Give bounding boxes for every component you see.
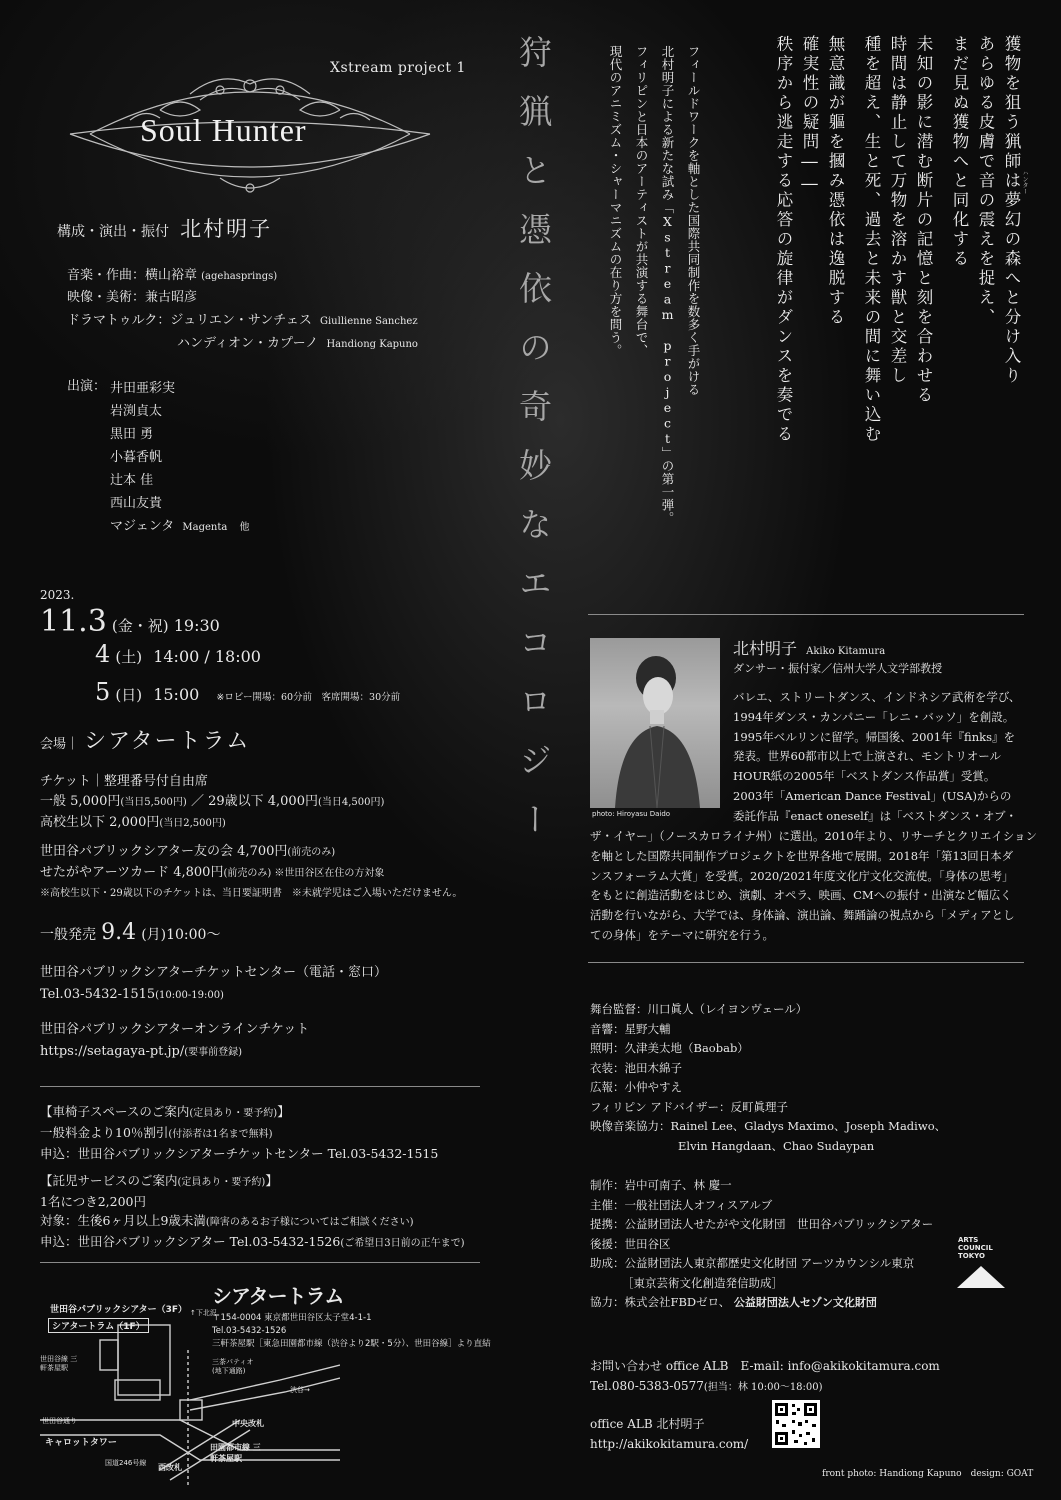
date-year: 2023. [40, 588, 75, 602]
arts-council-text: COUNCIL [958, 1244, 993, 1252]
map-logo: シアタートラム [212, 1284, 344, 1308]
contact-tel-row [590, 1376, 940, 1398]
wheelchair-discount-sub: (付添者は1名まで無料) [168, 1129, 273, 1140]
date-3: 5 [95, 678, 111, 706]
wheelchair-discount: 一般料金より10％割引 [40, 1125, 169, 1140]
date-1-day: (金・祝) [111, 617, 169, 635]
ticket-artscard-sub: (前売のみ) ※世田谷区在住の方対象 [223, 868, 385, 879]
childcare-apply-sub: (ご希望日3日前の正午まで) [340, 1238, 465, 1249]
poem [724, 35, 1024, 555]
dramaturg1-en: Giullienne Sanchez [320, 316, 418, 327]
wheelchair-title-text: 【車椅子スペースのご案内 [40, 1104, 190, 1119]
contact [590, 1356, 940, 1454]
bio-line: ての身体」をテーマに研究を行う。 [590, 927, 774, 942]
date-3-time: 15:00 [153, 685, 200, 704]
ticket-line-general [40, 792, 462, 813]
map-label-setagaya-dori: 世田谷通り [42, 1417, 77, 1425]
divider [588, 614, 1024, 615]
production-line: ［東京芸術文化創造発信助成］ [622, 1275, 783, 1290]
arts-council-logo [958, 1236, 993, 1260]
ticket-line-members [40, 842, 462, 863]
sale-time: (月)10:00〜 [141, 927, 221, 943]
wheelchair-line-2: 申込：世田谷パブリックシアターチケットセンター Tel.03-5432-1515 [40, 1146, 439, 1161]
staff-line: 映像音楽協力：Rainel Lee、Gladys Maximo、Joseph Madiwo、 [590, 1119, 947, 1133]
ticket-line-student [40, 813, 462, 834]
poem-line: 未知の影に潜む断片の記憶と刻を合わせる [914, 35, 933, 406]
contact-email[interactable]: お問い合わせ office ALB E-mail: info@akikokitamura.com [590, 1359, 940, 1373]
contact-tel-hours: (担当：林 10:00〜18:00) [703, 1382, 823, 1393]
bio-line: を軸とした国際共同制作プロジェクトを世界各地で展開。2018年「第13回日本ダ [590, 848, 1014, 863]
poem-line: 無意識が軀を摑み憑依は逸脱する [826, 35, 845, 328]
director-role: 構成・演出・振付 [57, 224, 169, 240]
map-access: 三軒茶屋駅［東急田園都市線（渋谷より2駅・5分）、世田谷線］より直結 [212, 1339, 491, 1349]
bio-line: ンスフォーラム大賞」を受賞。2020/2021年度文化庁文化交流使。「身体の思考」 [590, 868, 1014, 883]
dramaturg2-en: Handiong Kapuno [326, 339, 418, 350]
portrait-image [590, 638, 720, 808]
vertical-title: 狩猟と憑依の奇妙なエコロジー [514, 35, 553, 861]
header-project: Xstream project 1 [330, 60, 466, 76]
staff-line: Elvin Hangdaan、Chao Sudaypan [678, 1138, 875, 1153]
venue [40, 724, 250, 755]
production-line: 制作：岩中可南子、林 慶一 [590, 1178, 732, 1192]
map-label-carrot: キャロットタワー [45, 1438, 117, 1448]
production-line: 主催：一般社団法人オフィスアルブ [590, 1197, 773, 1212]
profile-name-en: Akiko Kitamura [806, 646, 886, 657]
staff-line: フィリピン アドバイザー：反町眞理子 [590, 1099, 789, 1114]
ticket-u29-sub: (当日4,500円) [317, 797, 385, 808]
ticket-header: チケット｜整理番号付自由席 [40, 774, 208, 789]
ticket-general: 一般 5,000円 [40, 794, 121, 809]
ticket-tel[interactable]: Tel.03-5432-1515 [40, 987, 156, 1002]
bio-line: バレエ、ストリートダンス、インドネシア武術を学び、 [733, 690, 1021, 704]
ticket-note: ※高校生以下・29歳以下のチケットは、当日要証明書 ※未就学児はご入場いただけません。 [40, 888, 463, 899]
contact-tel[interactable]: Tel.080-5383-0577 [590, 1379, 704, 1393]
arts-council-text: ARTS [958, 1236, 979, 1244]
bio-line: 委託作品『enact oneself』は「ベストダンス・オブ・ [733, 808, 1017, 823]
map-label-setagaya-line: 世田谷線 三軒茶屋駅 [40, 1355, 78, 1372]
wheelchair-line-1 [40, 1123, 464, 1144]
production-line: 後援：世田谷区 [590, 1236, 671, 1251]
bio-line: 1995年ベルリンに留学。帰国後、2001年『finks』を [733, 729, 1015, 744]
date-3-day: (日) [115, 686, 143, 704]
description-line: フィールドワークを軸とした国際共同制作を数多く手がける [686, 45, 701, 396]
childcare-title-end: 】 [265, 1173, 278, 1188]
bio-line: 1994年ダンス・カンパニー「レニ・バッソ」を創設。 [733, 709, 1015, 724]
ticket-student-sub: (当日2,500円) [159, 818, 226, 829]
sale-date [40, 920, 220, 945]
dramaturg2-name: ハンディオン・カプーノ [177, 336, 319, 351]
contact-url[interactable]: http://akikokitamura.com/ [590, 1437, 749, 1451]
footer-credit: front photo: Handiong Kapuno design: GOAT [822, 1469, 1034, 1479]
credits-director [57, 213, 272, 243]
bio-line: 発表。世界60都市以上で上演され、モントリオール [733, 749, 1001, 764]
production-line: 提携：公益財団法人せたがや文化財団 世田谷パブリックシアター [590, 1217, 934, 1231]
wheelchair-title [40, 1102, 464, 1123]
map-label-route246: 国道246号線 [105, 1459, 147, 1467]
poem-line: 確実性の疑問―― [800, 35, 819, 196]
childcare-line-1: 1名につき2,200円 [40, 1194, 146, 1209]
map-tel: Tel.03-5432-1526 [212, 1326, 287, 1336]
poem-line: 獲物を狙う猟師は夢幻の森へと分け入り [1002, 35, 1021, 386]
cast-member: 井田亜彩実 [110, 381, 176, 396]
ticket-u29: ／ 29歳以下 4,000円 [190, 794, 318, 809]
poem-line: あらゆる皮膚で音の震えを捉え、 [976, 35, 995, 328]
profile-role: ダンサー・振付家／信州大学人文学部教授 [733, 662, 943, 675]
date-1-time: 19:30 [173, 616, 220, 635]
date-note: ※ロビー開場：60分前 客席開場：30分前 [216, 692, 401, 703]
profile-photo [590, 638, 720, 808]
ticket-contact [40, 962, 387, 1064]
arts-council-triangle-icon [955, 1264, 1007, 1290]
bio-line: HOUR紙の2005年「ベストダンス作品賞」受賞。 [733, 769, 996, 784]
production-list [590, 1176, 933, 1313]
title: Soul Hunter [140, 112, 307, 148]
cast-member: 辻本 佳 [110, 473, 154, 488]
staff-line: 音響：星野大輔 [590, 1021, 671, 1036]
sale-label: 一般発売 [40, 927, 96, 943]
production-line: 助成：公益財団法人東京都歴史文化財団 アーツカウンシル東京 [590, 1256, 915, 1270]
contact-org: office ALB 北村明子 [590, 1417, 705, 1431]
description-line: フィリピンと日本のアーティストが共演する舞台で、 [634, 45, 649, 357]
date-row-3 [95, 678, 400, 706]
poem-line: 秩序から逃走する応答の旋律がダンスを奏でる [774, 35, 793, 445]
ticket-url-row [40, 1041, 387, 1064]
map-label-west: 西改札 [158, 1463, 182, 1472]
ticket-student: 高校生以下 2,000円 [40, 815, 160, 830]
staff-line: 広報：小仲やすえ [590, 1080, 682, 1094]
dramaturg-label: ドラマトゥルク：ジュリエン・サンチェス [67, 313, 312, 328]
staff-line: 舞台監督：川口眞人（レイヨンヴェール） [590, 1002, 808, 1016]
map-label-spt: 世田谷パブリックシアター（3F） [50, 1305, 188, 1315]
childcare-target-sub: (障害のあるお子様についてはご相談ください) [205, 1217, 414, 1228]
cast-member-en: Magenta [182, 522, 228, 533]
date-2-day: (土) [115, 648, 143, 666]
ticket-online: 世田谷パブリックシアターオンラインチケット [40, 1022, 310, 1037]
poem-line: まだ見ぬ獲物へと同化する [950, 35, 969, 269]
description-line: 現代のアニミズム・シャーマニズムの在り方を問う。 [608, 45, 623, 357]
ticket-members-sub: (前売のみ) [287, 847, 336, 858]
date-row-1 [40, 604, 220, 639]
ticket-url-link[interactable]: https://setagaya-pt.jp/ [40, 1044, 185, 1059]
bio-line: をもとに創造活動をはじめ、演劇、オペラ、映画、CMへの振付・出演など幅広く [590, 888, 1012, 903]
saison-logo: 公益財団法人セゾン文化財団 [733, 1296, 877, 1309]
accessibility-section [40, 1102, 464, 1253]
venue-name: シアタートラム [84, 729, 251, 754]
map-label-shimokita: ↑下北沢 [190, 1309, 217, 1317]
profile-name: 北村明子 [733, 639, 798, 658]
map-label-patio: 三茶パティオ (地下通路) [212, 1358, 254, 1375]
venue-label: 会場｜ [40, 737, 80, 752]
childcare-apply: 申込：世田谷パブリックシアター Tel.03-5432-1526 [40, 1234, 341, 1249]
childcare-line-2 [40, 1211, 464, 1232]
map-label-denentoshi: 田園都市線 三軒茶屋駅 [210, 1443, 261, 1463]
profile-bio [733, 688, 1020, 827]
director-name: 北村明子 [180, 217, 273, 241]
cast-list [110, 377, 249, 539]
childcare-target: 対象：生後6ヶ月以上9歳未満 [40, 1213, 206, 1228]
ticket-line-artscard [40, 863, 462, 884]
cast-label: 出演： [67, 379, 107, 394]
ticket-general-sub: (当日5,500円) [120, 797, 187, 808]
ticket-tel-hours: (10:00-19:00) [155, 990, 224, 1001]
map-address: 〒154-0004 東京都世田谷区太子堂4-1-1 [212, 1313, 372, 1323]
production-line-last [590, 1293, 933, 1313]
date-2: 4 [95, 640, 111, 668]
music-credit-en: (agehasprings) [201, 271, 278, 282]
ticket-url-note: (要事前登録) [184, 1047, 243, 1058]
divider [40, 1086, 480, 1087]
cast-member: 黒田 勇 [110, 427, 154, 442]
cast-member: 西山友貴 [110, 496, 163, 511]
ticket-members: 世田谷パブリックシアター友の会 4,700円 [40, 844, 288, 859]
description-line: 北村明子による新たな試み「Xstream project」の第一弾。 [660, 45, 675, 525]
profile-name-row [733, 636, 885, 659]
ticket-center: 世田谷パブリックシアターチケットセンター（電話・窓口） [40, 965, 387, 980]
poem-line: 時間は静止して万物を溶かす獣と交差し [888, 35, 907, 386]
ticket-artscard: せたがやアーツカード 4,800円 [40, 865, 224, 880]
poem-ruby: ハンター [1021, 170, 1028, 194]
profile-bio-wide [590, 827, 1037, 946]
photo-credit: photo: Hiroyasu Daido [592, 810, 671, 818]
cast-member: 岩渕貞太 [110, 404, 163, 419]
wheelchair-title-end: 】 [277, 1104, 290, 1119]
ticket-tel-row [40, 984, 387, 1007]
poem-line: 種を超え、生と死、過去と未来の間に舞い込む [862, 35, 881, 445]
map-label-shibuya: 渋谷→ [290, 1386, 310, 1394]
date-row-2 [95, 640, 261, 668]
cast-member: マジェンタ [110, 519, 175, 534]
credits-dramaturg2 [177, 334, 418, 355]
divider [588, 962, 1024, 963]
bio-line: ザ・イヤー」（ノースカロライナ州）に選出。2010年より、リサーチとクリエイション [590, 829, 1038, 843]
childcare-title-text: 【託児サービスのご案内 [40, 1173, 178, 1188]
divider [40, 1262, 480, 1263]
childcare-line-3 [40, 1232, 464, 1253]
ticket-section [40, 772, 462, 904]
date-2-time: 14:00 / 18:00 [153, 647, 261, 666]
childcare-title [40, 1171, 464, 1192]
wheelchair-title-sub: (定員あり・要予約) [189, 1108, 278, 1119]
credits-dramaturg [67, 311, 418, 332]
map-label-tram: シアタートラム（1F） [48, 1318, 149, 1333]
arts-council-text: TOKYO [958, 1252, 985, 1260]
qr-code-icon[interactable] [772, 1400, 820, 1448]
cast-member: 小暮香帆 [110, 450, 163, 465]
date-1: 11.3 [40, 604, 107, 639]
production-line: 協力：株式会社FBDゼロ、 [590, 1295, 731, 1309]
map-label-central: 中央改札 [232, 1419, 264, 1428]
staff-line: 照明：久津美太地（Baobab） [590, 1041, 749, 1055]
description [596, 45, 706, 525]
sale-day: 9.4 [101, 920, 137, 945]
bio-line: 活動を行いながら、大学では、身体論、演出論、舞踊論の視点から「メディアとし [590, 908, 1015, 923]
staff-list [590, 1000, 946, 1156]
cast-member-last [110, 515, 249, 539]
cast-etc: 他 [239, 522, 250, 533]
credits-visual: 映像・美術：兼古昭彦 [67, 290, 198, 305]
music-credit: 音楽・作曲：横山裕章 [67, 268, 198, 283]
bio-line: 2003年「American Dance Festival」(USA)からの [733, 788, 1012, 803]
staff-line: 衣装：池田木綿子 [590, 1060, 682, 1075]
credits-music [67, 266, 277, 287]
childcare-title-sub: (定員あり・要予約) [177, 1177, 266, 1188]
